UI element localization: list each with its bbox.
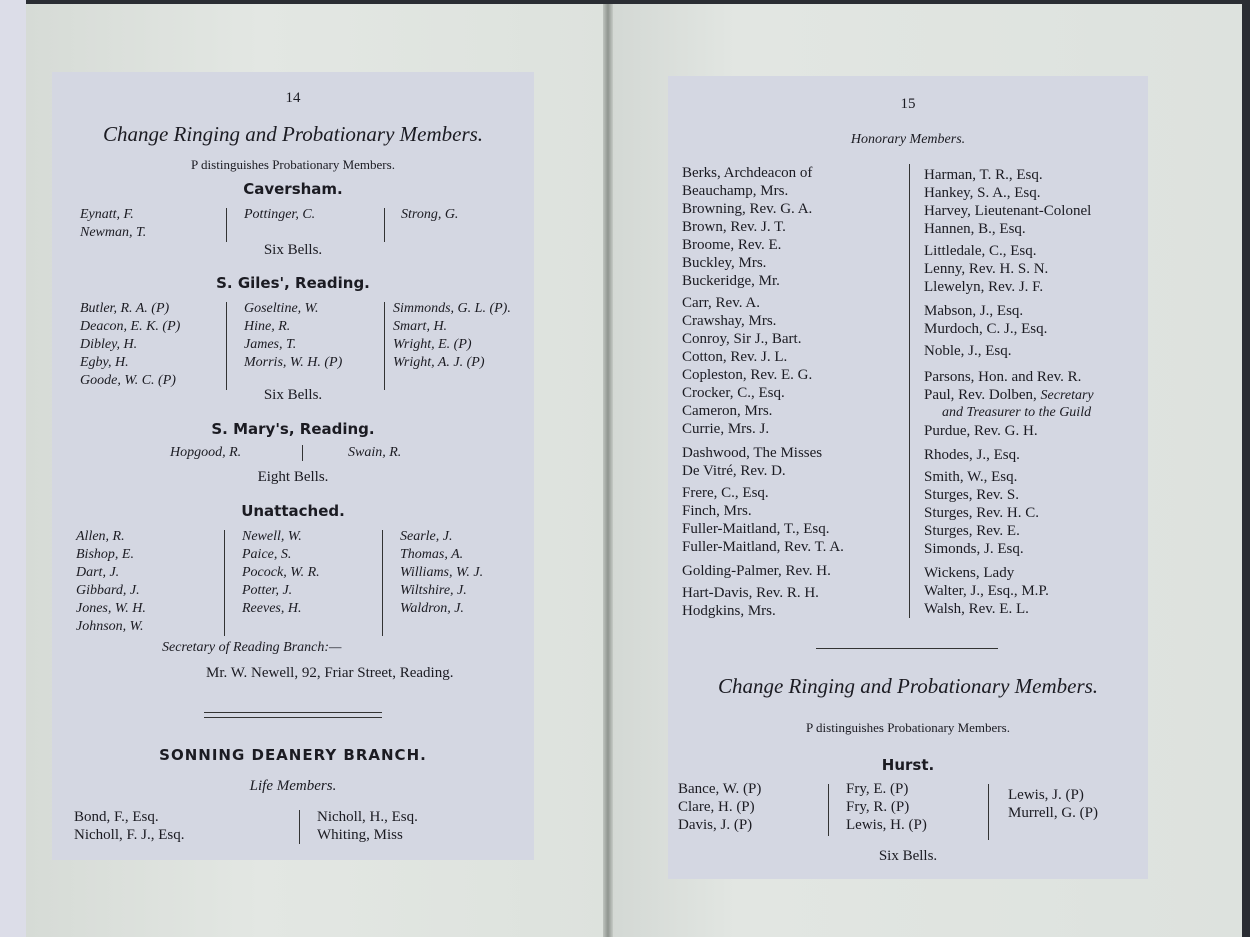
column-divider — [384, 302, 385, 390]
member-name: Potter, J. — [242, 583, 293, 598]
hurst-col2 — [846, 780, 927, 834]
member-name: Smart, H. — [393, 319, 448, 334]
honorary-member: Berks, Archdeacon of — [682, 165, 813, 181]
double-rule — [204, 712, 382, 713]
life-col2 — [317, 808, 418, 844]
member-name: Lewis, J. (P) — [1008, 787, 1084, 803]
giles-col3 — [393, 300, 511, 372]
column-divider — [299, 810, 300, 844]
member-name: James, T. — [244, 337, 297, 352]
honorary-member: Hart-Davis, Rev. R. H. — [682, 585, 819, 601]
paul-role: and Treasurer to the Guild — [942, 405, 1092, 420]
member-name: Deacon, E. K. (P) — [80, 319, 181, 334]
paul-role: Secretary — [1040, 388, 1094, 403]
member-name: Eynatt, F. — [80, 207, 134, 222]
member-name: Fry, R. (P) — [846, 799, 910, 815]
member-name: Pocock, W. R. — [242, 565, 320, 580]
member-name: Wiltshire, J. — [400, 583, 467, 598]
member-name: Egby, H. — [80, 355, 129, 370]
member-name: Morris, W. H. (P) — [244, 355, 343, 370]
honorary-member: Wickens, Lady — [924, 565, 1015, 581]
column-divider — [384, 208, 385, 242]
honorary-member: Fuller-Maitland, Rev. T. A. — [682, 539, 844, 555]
member-name: Allen, R. — [76, 529, 125, 544]
column-divider — [224, 530, 225, 636]
member-name: Williams, W. J. — [400, 565, 484, 580]
honorary-member: Walsh, Rev. E. L. — [924, 601, 1029, 617]
section-rule — [816, 648, 998, 649]
member-name: Fry, E. (P) — [846, 781, 909, 797]
member-name: Gibbard, J. — [76, 583, 140, 598]
column-divider — [909, 164, 910, 618]
honorary-member: De Vitré, Rev. D. — [682, 463, 786, 479]
member-name: Lewis, H. (P) — [846, 817, 927, 833]
unattached-col2 — [242, 528, 320, 618]
honorary-member: Sturges, Rev. E. — [924, 523, 1020, 539]
honorary-member: Harvey, Lieutenant-Colonel — [924, 203, 1092, 219]
honorary-member: Hodgkins, Mrs. — [682, 603, 776, 619]
honorary-member: Beauchamp, Mrs. — [682, 183, 789, 199]
honorary-member: Littledale, C., Esq. — [924, 243, 1037, 259]
honorary-member: Hankey, S. A., Esq. — [924, 185, 1041, 201]
honorary-member: Walter, J., Esq., M.P. — [924, 583, 1049, 599]
giles-col2 — [244, 300, 342, 372]
page-number: 14 — [285, 90, 301, 106]
member-name: Murrell, G. (P) — [1008, 805, 1098, 821]
member-name: Strong, G. — [401, 207, 459, 222]
book-gutter — [603, 4, 613, 937]
honorary-member: Buckeridge, Mr. — [682, 273, 780, 289]
honorary-member: Finch, Mrs. — [682, 503, 752, 519]
page-number: 15 — [900, 96, 916, 112]
member-name: Reeves, H. — [242, 601, 302, 616]
member-name: Hine, R. — [244, 319, 291, 334]
honorary-member: Llewelyn, Rev. J. F. — [924, 279, 1044, 295]
member-name: Goode, W. C. (P) — [80, 373, 176, 388]
member-name: Waldron, J. — [400, 601, 464, 616]
honorary-member: Carr, Rev. A. — [682, 295, 760, 311]
honorary-member: Lenny, Rev. H. S. N. — [924, 261, 1049, 277]
honorary-member: Hannen, B., Esq. — [924, 221, 1026, 237]
member-name: Dart, J. — [76, 565, 120, 580]
honorary-member: Parsons, Hon. and Rev. R. — [924, 369, 1082, 385]
hurst-col1 — [678, 780, 761, 834]
column-divider — [226, 208, 227, 242]
honorary-member-paul — [924, 386, 1094, 405]
probationary-note: P distinguishes Probationary Members. — [806, 720, 1010, 735]
marys-member: Swain, R. — [348, 445, 402, 460]
member-name: Bond, F., Esq. — [74, 809, 159, 825]
member-name: Thomas, A. — [400, 547, 464, 562]
hurst-bells: Six Bells. — [878, 848, 938, 864]
honorary-member: Purdue, Rev. G. H. — [924, 423, 1038, 439]
honorary-member: Simonds, J. Esq. — [924, 541, 1024, 557]
member-name: Wright, E. (P) — [393, 337, 472, 352]
honorary-member: Noble, J., Esq. — [924, 343, 1012, 359]
probationary-note: P distinguishes Probationary Members. — [191, 157, 395, 172]
marys-bells: Eight Bells. — [257, 469, 329, 485]
double-rule — [204, 717, 382, 718]
member-name: Simmonds, G. L. (P). — [393, 301, 511, 316]
member-name: Goseltine, W. — [244, 301, 319, 316]
member-name: Dibley, H. — [80, 337, 138, 352]
marys-title: S. Mary's, Reading. — [211, 420, 375, 438]
honorary-member: Fuller-Maitland, T., Esq. — [682, 521, 830, 537]
honorary-member: Cameron, Mrs. — [682, 403, 773, 419]
caversham-col1 — [80, 206, 146, 242]
honorary-member: Dashwood, The Misses — [682, 445, 823, 461]
honorary-member: Sturges, Rev. H. C. — [924, 505, 1040, 521]
member-name: Newell, W. — [242, 529, 302, 544]
honorary-member: Currie, Mrs. J. — [682, 421, 770, 437]
secretary-label: Secretary of Reading Branch:— — [162, 640, 342, 655]
member-name: Jones, W. H. — [76, 601, 146, 616]
hurst-col3 — [1008, 786, 1098, 822]
caversham-bells: Six Bells. — [263, 242, 323, 258]
member-name: Nicholl, F. J., Esq. — [74, 827, 185, 843]
member-name: Wright, A. J. (P) — [393, 355, 485, 370]
honorary-member: Cotton, Rev. J. L. — [682, 349, 788, 365]
honorary-member: Murdoch, C. J., Esq. — [924, 321, 1048, 337]
marys-member: Hopgood, R. — [170, 445, 242, 460]
member-name: Searle, J. — [400, 529, 453, 544]
honorary-member: Crocker, C., Esq. — [682, 385, 785, 401]
honorary-member: Frere, C., Esq. — [682, 485, 769, 501]
honorary-member: Crawshay, Mrs. — [682, 313, 777, 329]
section-heading: Change Ringing and Probationary Members. — [717, 674, 1099, 698]
honorary-member: Browning, Rev. G. A. — [682, 201, 813, 217]
member-name: Johnson, W. — [76, 619, 144, 634]
honorary-member: Buckley, Mrs. — [682, 255, 767, 271]
member-name: Bance, W. (P) — [678, 781, 762, 797]
column-divider — [988, 784, 989, 840]
giles-title: S. Giles', Reading. — [216, 274, 370, 292]
hurst-title: Hurst. — [881, 756, 935, 774]
honorary-member: Broome, Rev. E. — [682, 237, 782, 253]
life-col1 — [74, 808, 184, 844]
life-members-title: Life Members. — [249, 778, 337, 794]
member-name: Butler, R. A. (P) — [80, 301, 170, 316]
unattached-col1 — [76, 528, 146, 636]
honorary-member: Harman, T. R., Esq. — [924, 167, 1043, 183]
giles-col1 — [80, 300, 180, 390]
honorary-member: Mabson, J., Esq. — [924, 303, 1024, 319]
member-name: Davis, J. (P) — [678, 817, 753, 833]
member-name: Paice, S. — [242, 547, 292, 562]
honorary-member: Rhodes, J., Esq. — [924, 447, 1020, 463]
member-name: Bishop, E. — [76, 547, 134, 562]
member-name: Pottinger, C. — [244, 207, 316, 222]
left-edge-margin — [0, 0, 26, 937]
member-name: Clare, H. (P) — [678, 799, 755, 815]
column-divider — [226, 302, 227, 390]
section-heading: Change Ringing and Probationary Members. — [102, 122, 484, 146]
member-name: Newman, T. — [80, 225, 147, 240]
left-pasted-page — [52, 72, 534, 860]
column-divider — [828, 784, 829, 836]
honorary-member: Smith, W., Esq. — [924, 469, 1018, 485]
member-name: Nicholl, H., Esq. — [317, 809, 418, 825]
honorary-member: Copleston, Rev. E. G. — [682, 367, 813, 383]
column-divider — [302, 445, 303, 461]
branch-title: SONNING DEANERY BRANCH. — [159, 746, 427, 764]
column-divider — [382, 530, 383, 636]
right-pasted-page — [668, 76, 1148, 879]
unattached-col3 — [400, 528, 483, 618]
honorary-title: Honorary Members. — [850, 132, 966, 147]
honorary-member: Golding-Palmer, Rev. H. — [682, 563, 831, 579]
member-name: Whiting, Miss — [317, 827, 403, 843]
secretary-address: Mr. W. Newell, 92, Friar Street, Reading. — [206, 665, 454, 681]
honorary-member: Conroy, Sir J., Bart. — [682, 331, 802, 347]
giles-bells: Six Bells. — [263, 387, 323, 403]
honorary-member: Brown, Rev. J. T. — [682, 219, 786, 235]
unattached-title: Unattached. — [241, 502, 345, 520]
honorary-member: Paul, Rev. Dolben, — [924, 387, 1037, 403]
honorary-member: Sturges, Rev. S. — [924, 487, 1020, 503]
caversham-title: Caversham. — [243, 180, 343, 198]
caversham-col2 — [244, 206, 315, 224]
caversham-col3 — [401, 206, 458, 224]
